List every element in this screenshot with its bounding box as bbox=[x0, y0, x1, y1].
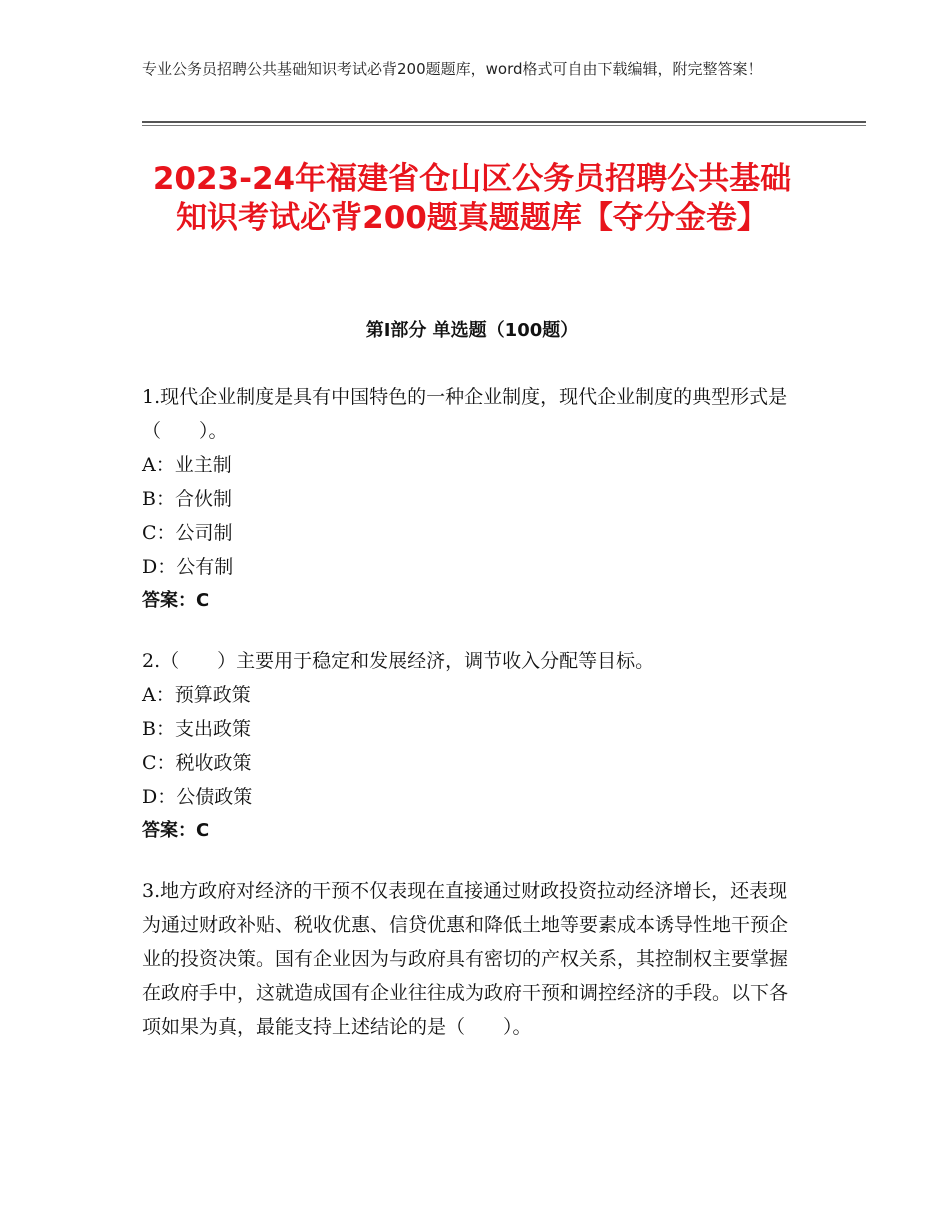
header-divider-thin bbox=[142, 125, 866, 126]
question-stem: 3.地方政府对经济的干预不仅表现在直接通过财政投资拉动经济增长，还表现为通过财政补贴、税收优惠、信贷优惠和降低土地等要素成本诱导性地干预企业的投资决策。国有企业因为与政府具有密切的产权关系，其控制权主要掌握在政府手中，这就造成国有企业往往成为政府干预和调控经济的手段。以下各项如果为真，最能支持上述结论的是（ ）。 bbox=[142, 880, 789, 1038]
option-b: B：支出政策 bbox=[142, 718, 251, 740]
option-c: C：税收政策 bbox=[142, 752, 252, 774]
option-a: A：预算政策 bbox=[142, 684, 251, 706]
option-b: B：合伙制 bbox=[142, 488, 232, 510]
question-stem: 1.现代企业制度是具有中国特色的一种企业制度，现代企业制度的典型形式是（ ）。 bbox=[142, 386, 788, 442]
question-3 bbox=[142, 874, 802, 1044]
question-list bbox=[142, 380, 802, 1070]
option-d: D：公债政策 bbox=[142, 786, 253, 808]
question-2 bbox=[142, 644, 802, 848]
section-title: 第Ⅰ部分 单选题（100题） bbox=[365, 320, 579, 341]
option-c: C：公司制 bbox=[142, 522, 233, 544]
header-note: 专业公务员招聘公共基础知识考试必背200题题库，word格式可自由下载编辑，附完整答案！ bbox=[142, 60, 763, 78]
question-stem: 2.（ ）主要用于稳定和发展经济，调节收入分配等目标。 bbox=[142, 650, 655, 672]
header-divider-thick bbox=[142, 121, 866, 123]
answer: 答案：C bbox=[142, 820, 210, 841]
answer: 答案：C bbox=[142, 590, 210, 611]
option-d: D：公有制 bbox=[142, 556, 234, 578]
document-title: 2023-24年福建省仓山区公务员招聘公共基础知识考试必背200题真题题库【夺分金卷】 bbox=[152, 161, 792, 236]
option-a: A：业主制 bbox=[142, 454, 232, 476]
question-1 bbox=[142, 380, 802, 618]
